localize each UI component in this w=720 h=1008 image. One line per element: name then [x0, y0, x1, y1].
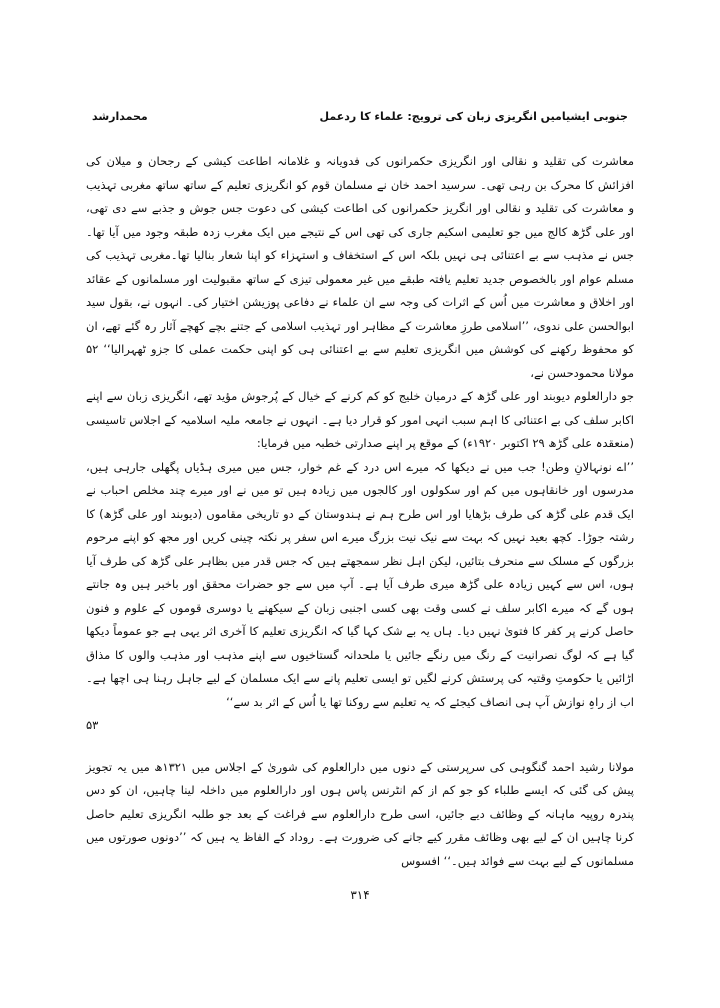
- footnote-reference: ۵۳: [86, 718, 99, 732]
- paragraph-3: مولانا رشید احمد گنگوہی کی سرپرستی کے دنوں میں دارالعلوم کی شوریٰ کے اجلاس میں ۱۳۲۱ھ میں یہ تجویز پیش کی گئی کہ ایسے طلباء کو جو کم از کم انٹرنس پاس ہوں اور دارالعلوم میں داخلہ لینا چاہیں، ان کو دس پندرہ روپیہ ماہانہ کے وظائف دیے جائیں، اسی طرح دارالعلوم سے فراغت کے بعد جو طلبہ انگریزی تعلیم حاصل کرنا چاہیں ان کے لیے بھی وظائف مقرر کیے جانے کی ضرورت ہے۔ روداد کے الفاظ یہ ہیں کہ ’’دونوں صورتوں میں مسلمانوں کے لیے بہت سے فوائد ہیں۔‘‘ افسوس: [86, 759, 634, 868]
- page-number: ۳۱۴: [350, 888, 370, 902]
- running-header-title: جنوبی ایشیامیں انگریزی زبان کی ترویج: علماء کا ردعمل: [319, 110, 628, 123]
- main-text: [86, 150, 634, 873]
- running-header: [92, 110, 628, 130]
- paragraph-1: معاشرت کی تقلید و نقالی اور انگریزی حکمرانوں کی فدویانہ و غلامانہ اطاعت کیشی کے رجحان و میلان کی افزائش کا محرک بن رہی تھی۔ سرسید احمد خان نے مسلمان قوم کو انگریزی تعلیم کے ساتھ ساتھ مغربی تہذیب و معاشرت کی تقلید و نقالی اور انگریز حکمرانوں کی اطاعت کیشی کی دعوت جس جوش و جذبے سے دی تھی، اور علی گڑھ کالج میں جو تعلیمی اسکیم جاری کی تھی اس کے نتیجے میں ایک مغرب زدہ طبقہ وجود میں آیا تھا۔ جس نے مذہب سے بے اعتنائی ہی نہیں بلکہ اس کے استخفاف و استہزاء کو اپنا شعار بنالیا تھا۔مغربی تہذیب کی مسلم عوام اور بالخصوص جدید تعلیم یافتہ طبقے میں غیر معمولی تیزی کے ساتھ مقبولیت اور مسلمانوں کے عقائد اور اخلاق و معاشرت میں اُس کے اثرات کی وجہ سے ان علماء نے دفاعی پوزیشن اختیار کی۔ انہوں نے، بقول سید ابوالحسن علی ندوی، ’’اسلامی طرزِ معاشرت کے مظاہر اور تہذیب اسلامی کے جتنے بچے کھچے آثار رہ گئے تھے، ان کو محفوظ رکھنے کی کوشش میں انگریزی تعلیم سے بے اعتنائی ہی کو اپنی حکمت عملی کا جزو ٹھہرالیا‘‘ ۵۲ مولانا محمودحسن نے،: [86, 154, 634, 380]
- running-header-author: محمدارشد: [92, 110, 148, 123]
- block-quote: ’’اے نونہالانِ وطن! جب میں نے دیکھا کہ میرے اس درد کے غم خوار، جس میں میری ہڈیاں پگھلی جارہی ہیں، مدرسوں اور خانقاہوں میں کم اور سکولوں اور کالجوں میں زیادہ ہیں تو میں نے اور میرے چند مخلص احباب نے ایک قدم علی گڑھ کی طرف بڑھایا اور اس طرح ہم نے ہندوستان کے دو تاریخی مقاموں (دیوبند اور علی گڑھ) کا رشتہ جوڑا۔ کچھ بعید نہیں کہ بہت سے نیک نیت بزرگ میرے اس سفر پر نکتہ چینی کریں اور مجھ کو اپنے مرحوم بزرگوں کے مسلک سے منحرف بتائیں، لیکن اہل نظر سمجھتے ہیں کہ جس قدر میں بظاہر علی گڑھ کی طرف آیا ہوں، اس سے کہیں زیادہ علی گڑھ میری طرف آیا ہے۔ آپ میں سے جو حضرات محقق اور باخبر ہیں وہ جانتے ہوں گے کہ میرے اکابر سلف نے کسی وقت بھی کسی اجنبی زبان کے سیکھنے یا دوسری قوموں کے علوم و فنون حاصل کرنے پر کفر کا فتویٰ نہیں دیا۔ ہاں یہ بے شک کہا گیا کہ انگریزی تعلیم کا آخری اثر یہی ہے جو عموماً دیکھا گیا ہے کہ لوگ نصرانیت کے رنگ میں رنگے جائیں یا ملحدانہ گستاخیوں سے اپنے مذہب اور مذہب والوں کا مذاق اڑائیں یا حکومتِ وقتیہ کی پرستش کرنے لگیں تو ایسی تعلیم پانے سے ایک مسلمان کے لیے جاہل رہنا ہی اچھا ہے۔ اب از راہِ نوازش آپ ہی انصاف کیجئے کہ یہ تعلیم سے روکنا تھا یا اُس کے اثر بد سے‘‘: [86, 459, 634, 709]
- paragraph-2: جو دارالعلوم دیوبند اور علی گڑھ کے درمیان خلیج کو کم کرنے کے خیال کے پُرجوش مؤید تھے، انگریزی زبان سے اپنے اکابر سلف کی بے اعتنائی کا اہم سبب انہی امور کو قرار دیا ہے۔ انہوں نے جامعہ ملیہ اسلامیہ کے اجلاس تاسیسی (منعقدہ علی گڑھ ۲۹ اکتوبر ۱۹۲۰ء) کے موقع پر اپنے صدارتی خطبہ میں فرمایا:: [86, 389, 634, 450]
